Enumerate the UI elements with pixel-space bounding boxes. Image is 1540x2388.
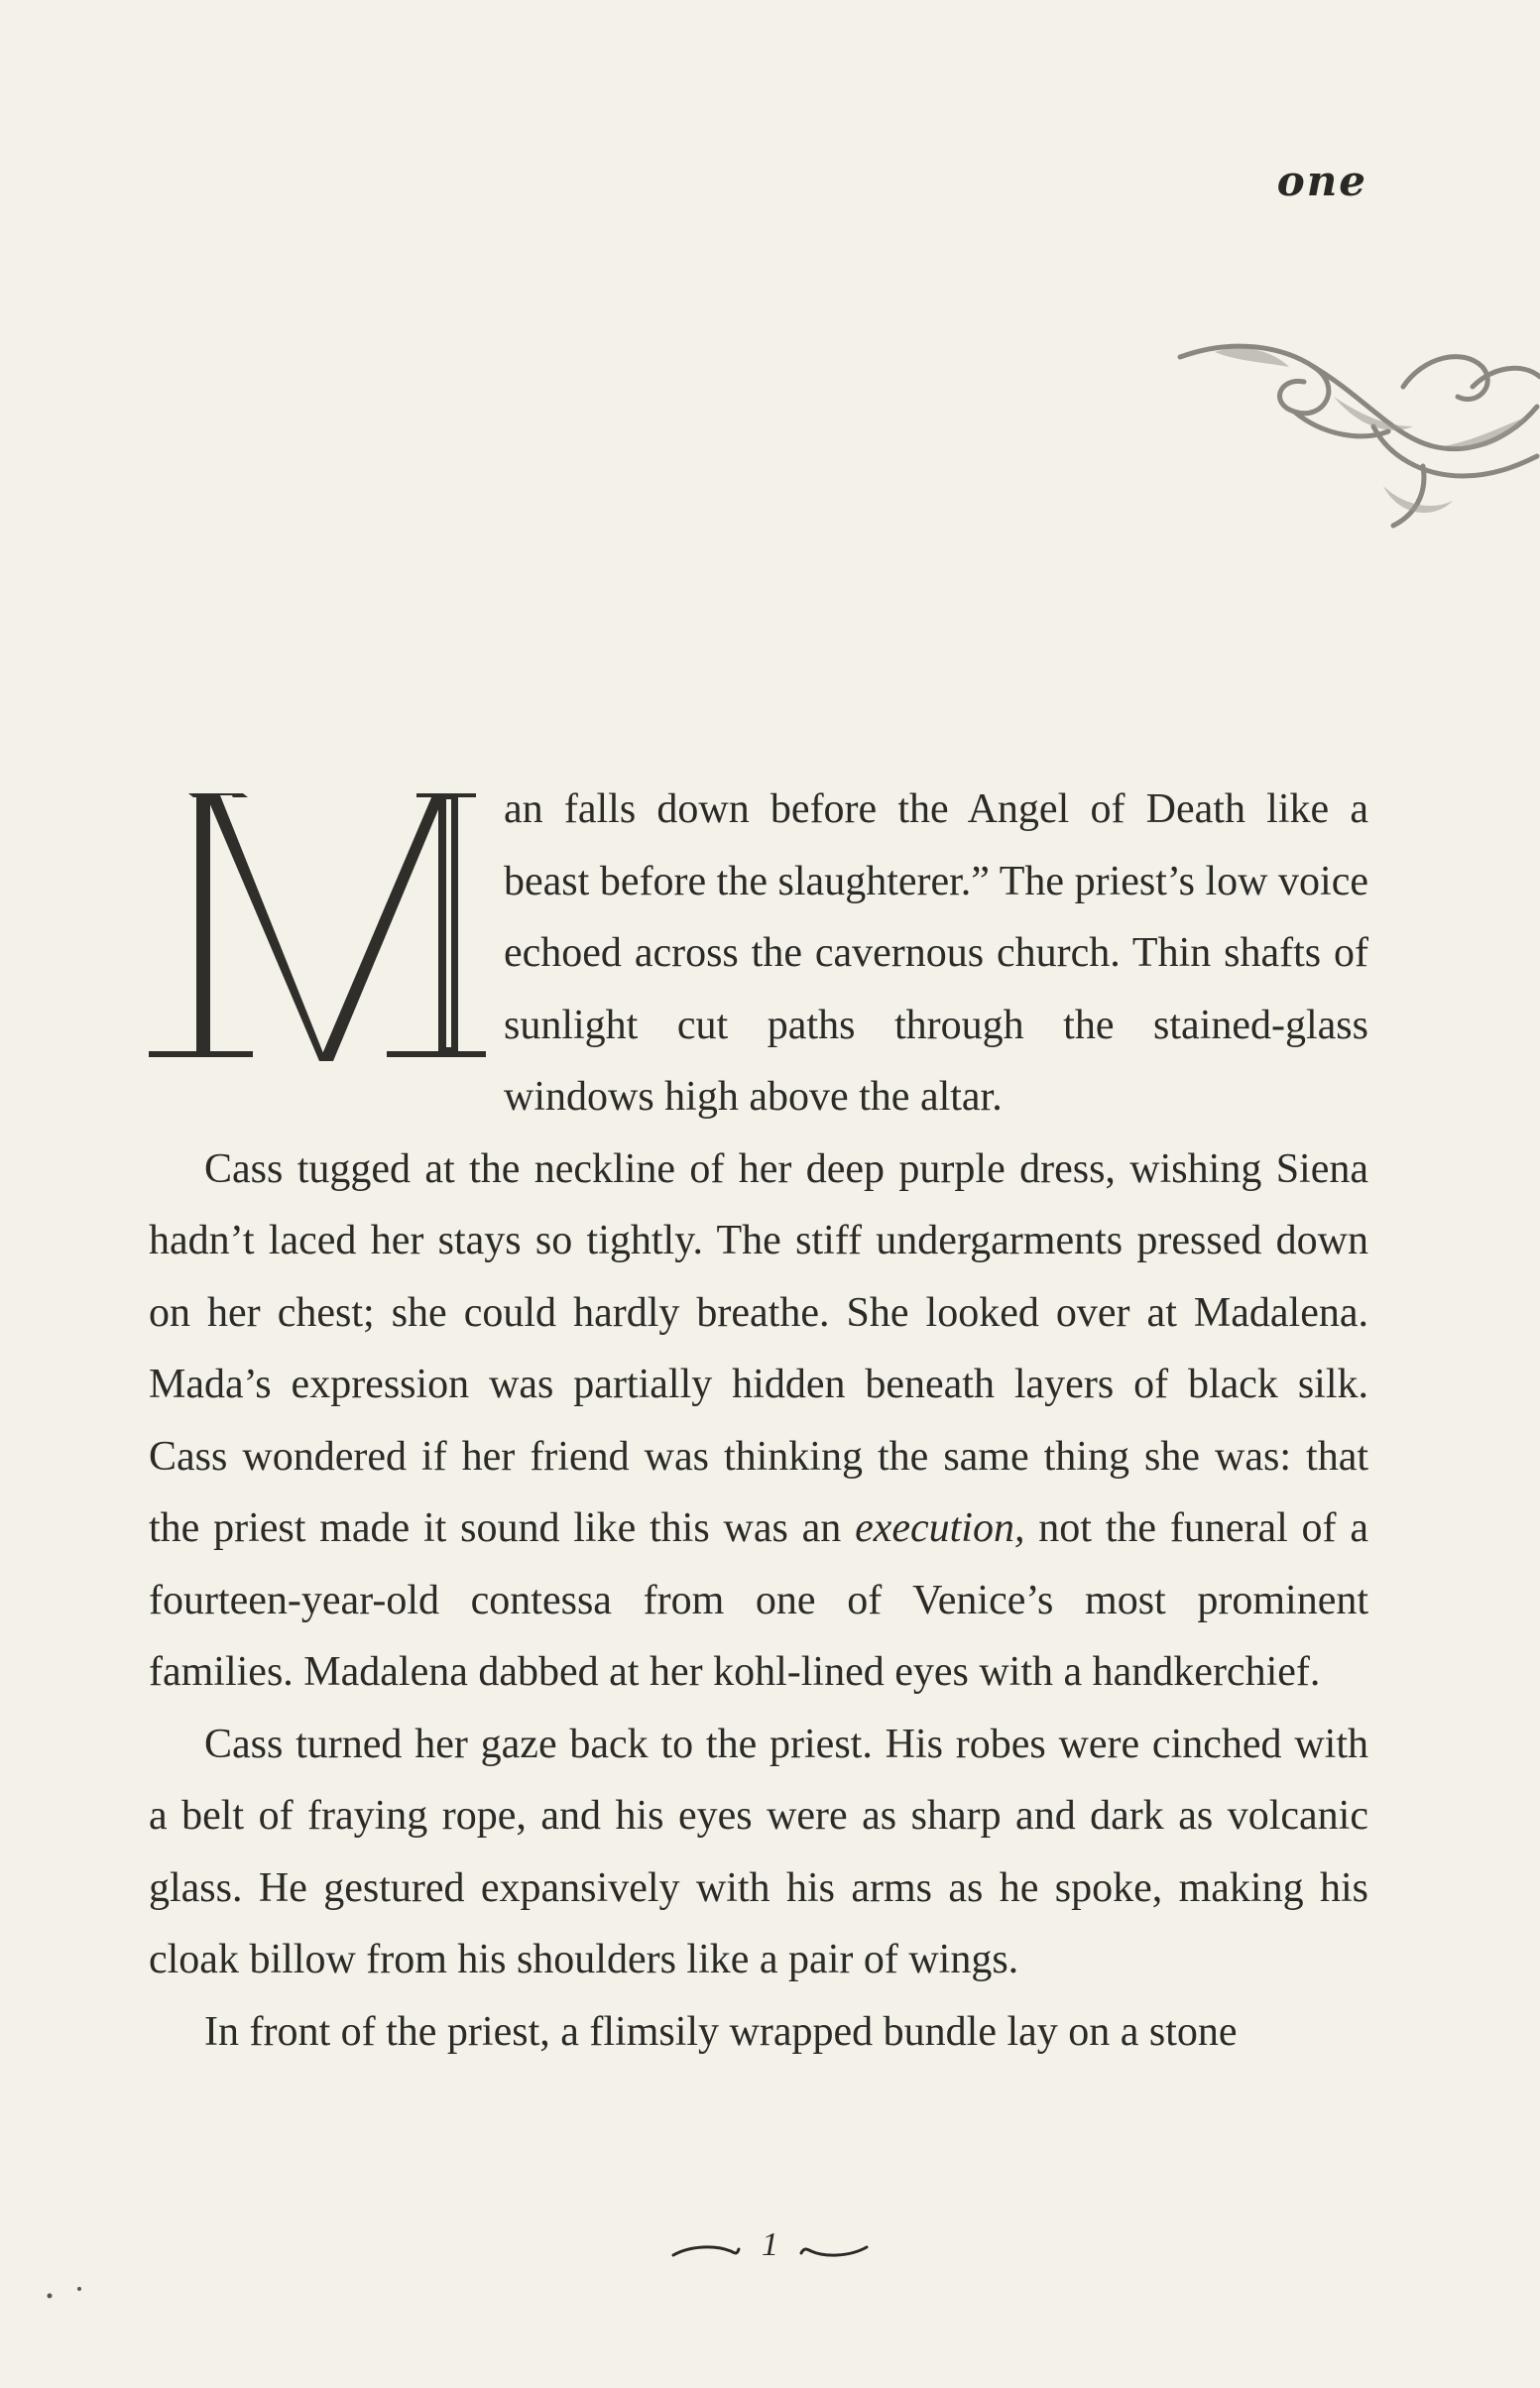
drop-cap [149, 783, 486, 1076]
body-text [149, 774, 1368, 2068]
left-swash-icon [671, 2241, 741, 2261]
chapter-title: one [1276, 157, 1367, 205]
paragraph-2-text-after: not the funeral of a fourteen-year-old contessa from one of Venice’s most prominent families. Madalena dabbed at her kohl-lined eyes with a handkerchief. [149, 1505, 1368, 1695]
paragraph-4: In front of the priest, a flimsily wrapped bundle lay on a stone [204, 2008, 1238, 2055]
drop-cap-letter-icon [149, 783, 486, 1076]
page-number: 1 [762, 2226, 778, 2263]
flourish-ornament-icon [1175, 327, 1540, 575]
paragraph-2-text: Cass tugged at the neckline of her deep purple dress, wishing Siena hadn’t laced her stays so tightly. The stiff undergarments pressed down on her chest; she could hardly breathe. She looked over at Madalena. Mada’s expression was partially hidden beneath layers of black silk. Cass wondered if her friend was thinking the same thing she was: that the priest made it sound like this was an [149, 1145, 1368, 1551]
paragraph-1: an falls down before the Angel of Death like a beast before the slaughterer.” The priest’s low voice echoed across the cavernous church. Thin shafts of sunlight cut paths through the stained-glass windows high above the altar. [504, 786, 1368, 1120]
paper-specks [40, 2281, 99, 2311]
page-footer [0, 2226, 1540, 2264]
paragraph-2 [149, 1134, 1368, 1709]
right-swash-icon [799, 2241, 869, 2261]
paragraph-3: Cass turned her gaze back to the priest. His robes were cinched with a belt of fraying rope, and his eyes were as sharp and dark as volcanic glass. He gestured expansively with his arms as he spoke, making his cloak billow from his shoulders like a pair of wings. [149, 1721, 1368, 1982]
paragraph-2-italic: execution, [855, 1505, 1025, 1551]
